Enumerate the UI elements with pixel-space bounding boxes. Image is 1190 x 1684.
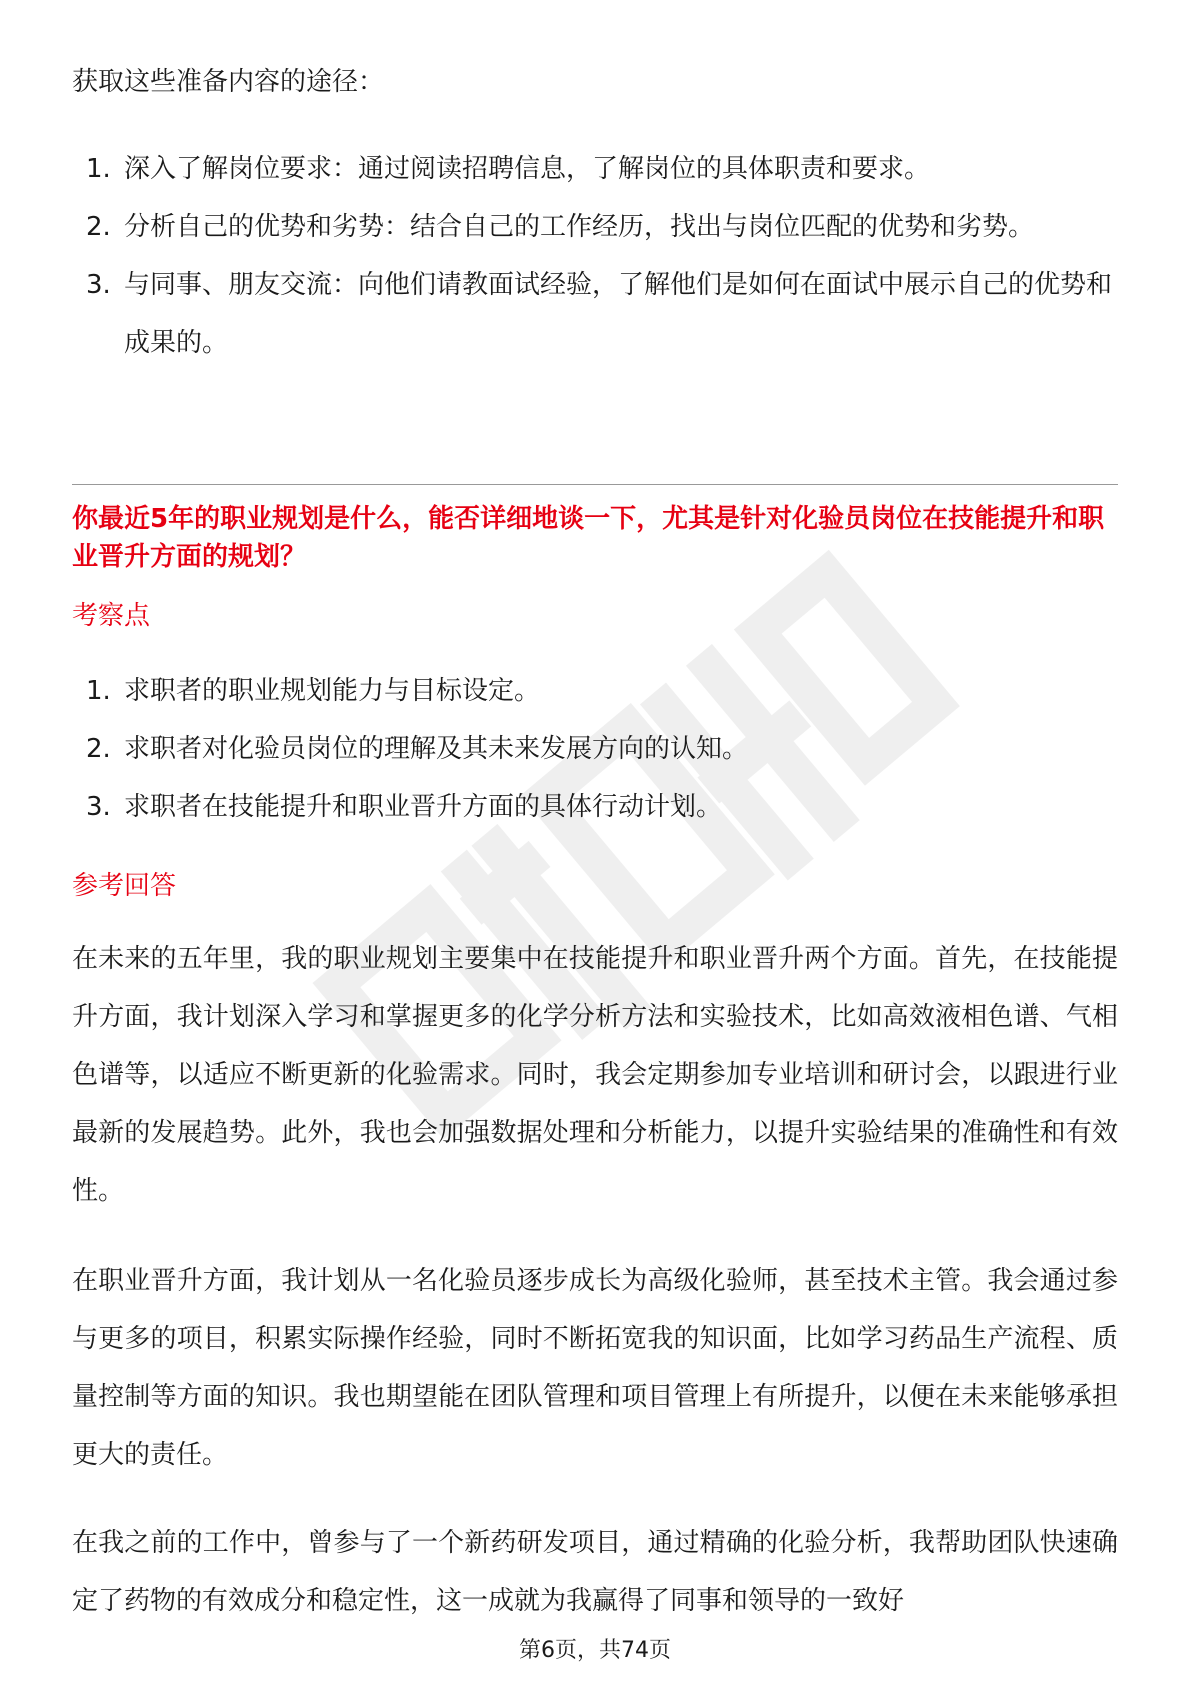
answer-paragraph: 在职业晋升方面，我计划从一名化验员逐步成长为高级化验师，甚至技术主管。我会通过参与更多的项目，积累实际操作经验，同时不断拓宽我的知识面，比如学习药品生产流程、质量控制等方面的知识。我也期望能在团队管理和项目管理上有所提升，以便在未来能够承担更大的责任。	[72, 1266, 1118, 1470]
focus-list	[72, 662, 1118, 836]
list-number: 2.	[86, 212, 111, 242]
prep-list	[72, 140, 1118, 372]
list-item-text: 求职者的职业规划能力与目标设定。	[124, 676, 541, 706]
list-item	[72, 778, 1118, 836]
list-number: 1.	[86, 676, 111, 706]
list-item-text: 求职者对化验员岗位的理解及其未来发展方向的认知。	[124, 734, 749, 764]
list-item-text: 与同事、朋友交流：向他们请教面试经验，了解他们是如何在面试中展示自己的优势和成果的。	[124, 270, 1113, 358]
answer-heading: 参考回答	[72, 871, 177, 901]
page-number: 第6页，共74页	[519, 1638, 671, 1663]
list-item	[72, 140, 1118, 198]
list-item-text: 分析自己的优势和劣势：结合自己的工作经历，找出与岗位匹配的优势和劣势。	[124, 212, 1035, 242]
list-item	[72, 662, 1118, 720]
list-item-text: 深入了解岗位要求：通过阅读招聘信息，了解岗位的具体职责和要求。	[124, 154, 931, 184]
list-item	[72, 198, 1118, 256]
list-number: 3.	[86, 270, 111, 300]
section-divider	[72, 484, 1118, 485]
list-item	[72, 720, 1118, 778]
list-number: 3.	[86, 792, 111, 822]
focus-heading: 考察点	[72, 601, 151, 631]
list-item-text: 求职者在技能提升和职业晋升方面的具体行动计划。	[124, 792, 723, 822]
answer-paragraph: 在未来的五年里，我的职业规划主要集中在技能提升和职业晋升两个方面。首先，在技能提升方面，我计划深入学习和掌握更多的化学分析方法和实验技术，比如高效液相色谱、气相色谱等，以适应不断更新的化验需求。同时，我会定期参加专业培训和研讨会，以跟进行业最新的发展趋势。此外，我也会加强数据处理和分析能力，以提升实验结果的准确性和有效性。	[72, 944, 1118, 1206]
list-item	[72, 256, 1118, 372]
list-number: 1.	[86, 154, 111, 184]
answer-paragraph: 在我之前的工作中，曾参与了一个新药研发项目，通过精确的化验分析，我帮助团队快速确定了药物的有效成分和稳定性，这一成就为我赢得了同事和领导的一致好	[72, 1528, 1118, 1616]
intro-text: 获取这些准备内容的途径：	[72, 67, 385, 97]
list-number: 2.	[86, 734, 111, 764]
question-heading: 你最近5年的职业规划是什么，能否详细地谈一下，尤其是针对化验员岗位在技能提升和职业晋升方面的规划？	[72, 504, 1105, 572]
